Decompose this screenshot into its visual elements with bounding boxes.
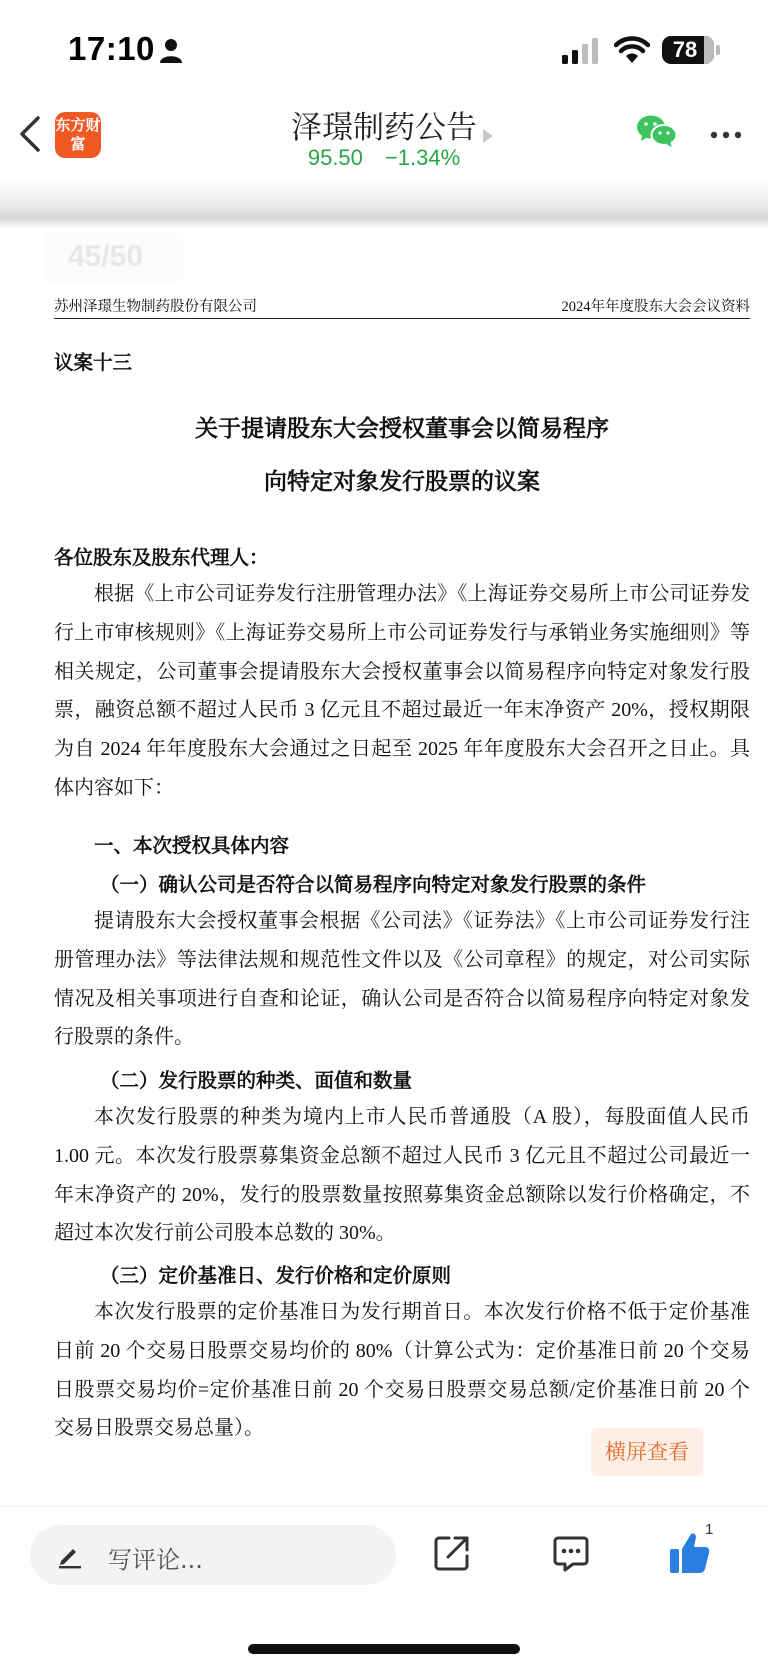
comments-icon[interactable] — [551, 1535, 591, 1573]
section-heading: 一、本次授权具体内容 — [94, 836, 290, 857]
subsection-paragraph-1: 提请股东大会授权董事会根据《公司法》《证券法》《上市公司证券发行注册管理办法》等法律法规和规范性文件以及《公司章程》的规定，对公司实际情况及相关事项进行自查和论证，确认公司是否符合以简易程序向特定对象发行股票的条件。 — [54, 910, 750, 1049]
meeting-materials-label: 2024年年度股东大会会议资料 — [561, 299, 750, 315]
page-title: 泽璟制药公告 — [291, 110, 477, 146]
battery-level: 78 — [672, 37, 698, 62]
cellular-signal-icon — [562, 38, 600, 64]
subsection-paragraph-3: 本次发行股票的定价基准日为发行期首日。本次发行价格不低于定价基准日前 20 个交易日股票交易均价的 80%（计算公式为：定价基准日前 20 个交易日股票交易均价=定价基准日前 20 个交易日股票交易总额/定价基准日前 20 个交易日股票交易总量）。 — [54, 1301, 750, 1440]
stock-quote — [0, 145, 768, 171]
page-indicator: 45/50 — [68, 240, 144, 273]
home-indicator — [248, 1644, 520, 1654]
app-logo: 东方财富 — [55, 112, 101, 158]
stock-change: −1.34% — [384, 145, 461, 170]
status-time: 17:10 — [68, 30, 155, 67]
wechat-share-button[interactable] — [636, 114, 678, 148]
subsection-heading-3: （三）定价基准日、发行价格和定价原则 — [100, 1266, 452, 1287]
viewer-divider — [0, 180, 768, 228]
pencil-icon — [56, 1541, 84, 1569]
subsection-heading-2: （二）发行股票的种类、面值和数量 — [100, 1071, 413, 1092]
more-options-button[interactable] — [706, 120, 746, 150]
landscape-view-button[interactable]: 横屏查看 — [591, 1428, 703, 1476]
battery-tip — [716, 45, 720, 55]
wifi-icon — [614, 36, 650, 64]
document-header — [54, 295, 750, 319]
status-bar — [0, 0, 768, 100]
subsection-heading-1: （一）确认公司是否符合以简易程序向特定对象发行股票的条件 — [100, 875, 647, 896]
like-count: 1 — [705, 1521, 714, 1538]
play-icon[interactable] — [482, 128, 494, 144]
bottom-bar — [0, 1506, 768, 1663]
battery-icon — [662, 36, 714, 64]
proposal-number: 议案十三 — [54, 353, 133, 374]
comment-input[interactable] — [30, 1525, 396, 1585]
intro-paragraph: 根据《上市公司证券发行注册管理办法》《上海证券交易所上市公司证券发行上市审核规则》《上海证券交易所上市公司证券发行与承销业务实施细则》等相关规定，公司董事会提请股东大会授权董事会以简易程序向特定对象发行股票，融资总额不超过人民币 3 亿元且不超过最近一年末净资产 20%，授权期限为自 2024 年年度股东大会通过之日起至 2025 年年度股东大会召开之日止。具体内容如下： — [54, 583, 750, 799]
share-button[interactable] — [432, 1533, 472, 1573]
nav-bar — [0, 100, 768, 180]
proposal-title-line2: 向特定对象发行股票的议案 — [264, 469, 540, 494]
subsection-paragraph-2: 本次发行股票的种类为境内上市人民币普通股（A 股），每股面值人民币 1.00 元。本次发行股票募集资金总额不超过人民币 3 亿元且不超过公司最近一年末净资产的 20%，发行的股票数量按照募集资金总额除以发行价格确定，不超过本次发行前公司股本总数的 30%。 — [54, 1106, 750, 1245]
company-name: 苏州泽璟生物制药股份有限公司 — [54, 299, 257, 315]
person-icon — [158, 37, 184, 63]
salutation: 各位股东及股东代理人： — [54, 548, 269, 569]
proposal-title-line1: 关于提请股东大会授权董事会以简易程序 — [195, 416, 609, 441]
comment-placeholder: 写评论... — [108, 1546, 203, 1574]
stock-price: 95.50 — [307, 145, 363, 170]
